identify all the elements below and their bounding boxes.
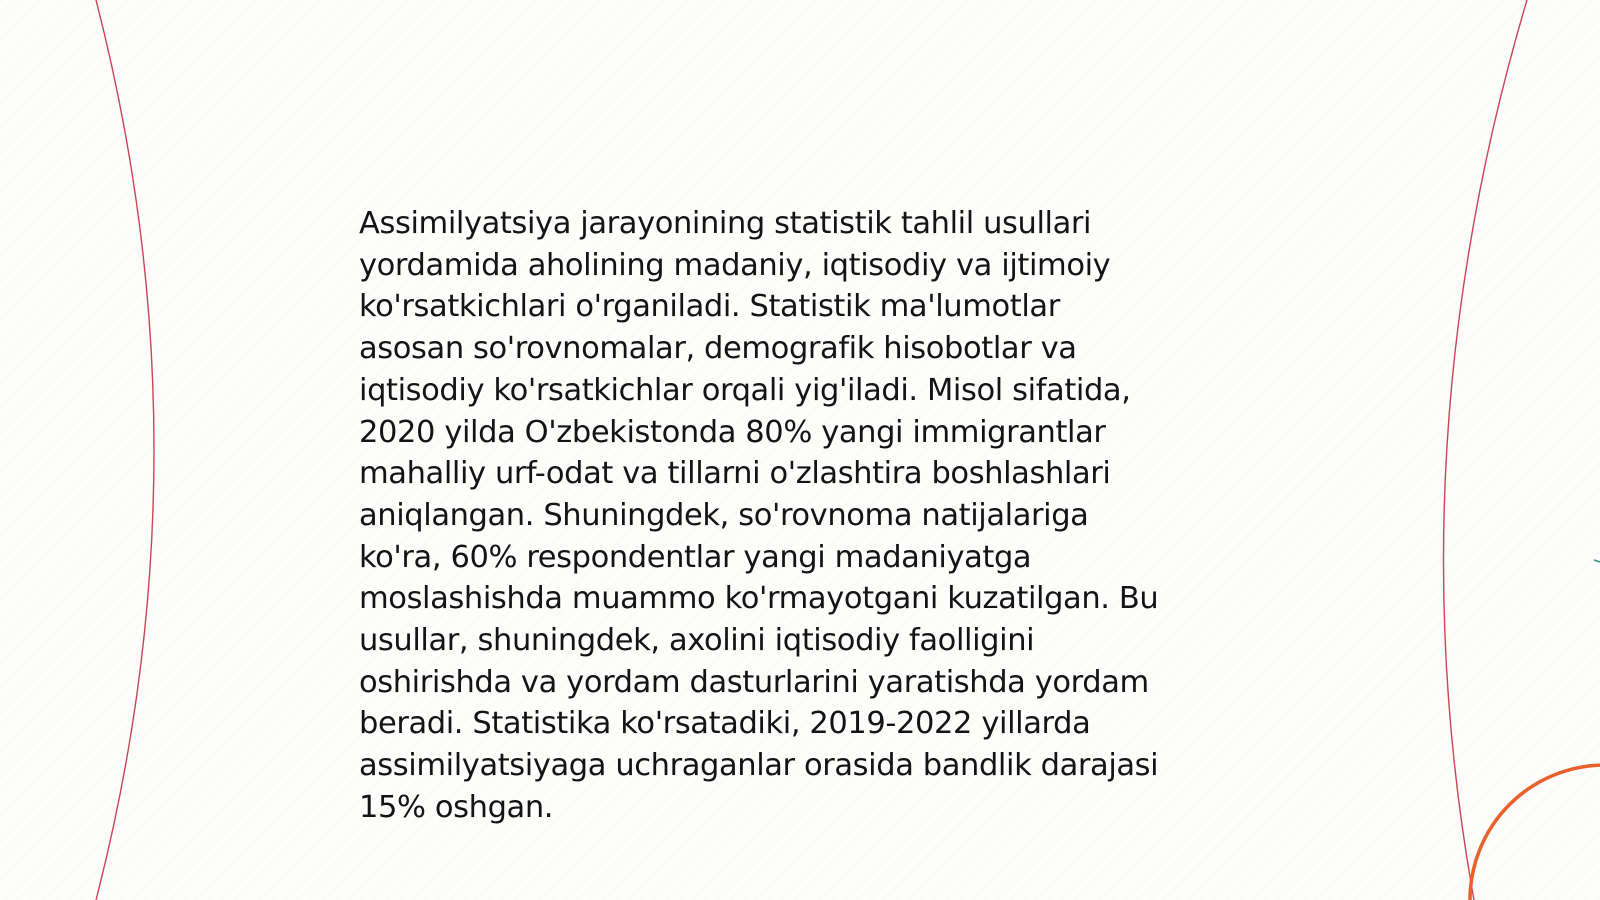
paragraph-line: ko'rsatkichlari o'rganiladi. Statistik ma'lumotlar <box>359 289 1060 325</box>
paragraph-line: assimilyatsiyaga uchraganlar orasida bandlik darajasi <box>359 748 1159 784</box>
left-decorative-arc <box>96 0 154 900</box>
paragraph-line: ko'ra, 60% respondentlar yangi madaniyatga <box>359 539 1032 575</box>
paragraph-line: iqtisodiy ko'rsatkichlar orqali yig'iladi. Misol sifatida, <box>359 372 1131 408</box>
paragraph-line: oshirishda va yordam dasturlarini yaratishda yordam <box>359 664 1149 700</box>
paragraph-line: 2020 yilda O'zbekistonda 80% yangi immigrantlar <box>359 414 1106 450</box>
paragraph-line: aniqlangan. Shuningdek, so'rovnoma natijalariga <box>359 497 1089 533</box>
body-paragraph <box>359 203 1259 829</box>
paragraph-line: asosan so'rovnomalar, demografik hisobotlar va <box>359 331 1077 367</box>
paragraph-line: moslashishda muammo ko'rmayotgani kuzatilgan. Bu <box>359 581 1159 617</box>
paragraph-line: Assimilyatsiya jarayonining statistik tahlil usullari <box>359 206 1092 241</box>
corner-circle-decoration <box>1470 765 1600 900</box>
small-edge-mark <box>1594 560 1600 562</box>
paragraph-line: usullar, shuningdek, axolini iqtisodiy faolligini <box>359 623 1035 659</box>
paragraph-line: mahalliy urf-odat va tillarni o'zlashtira boshlashlari <box>359 456 1111 492</box>
paragraph-line: beradi. Statistika ko'rsatadiki, 2019-2022 yillarda <box>359 706 1091 742</box>
right-decorative-arc <box>1443 0 1527 900</box>
paragraph-line: yordamida aholining madaniy, iqtisodiy va ijtimoiy <box>359 247 1111 283</box>
paragraph-line: 15% oshgan. <box>359 789 554 825</box>
